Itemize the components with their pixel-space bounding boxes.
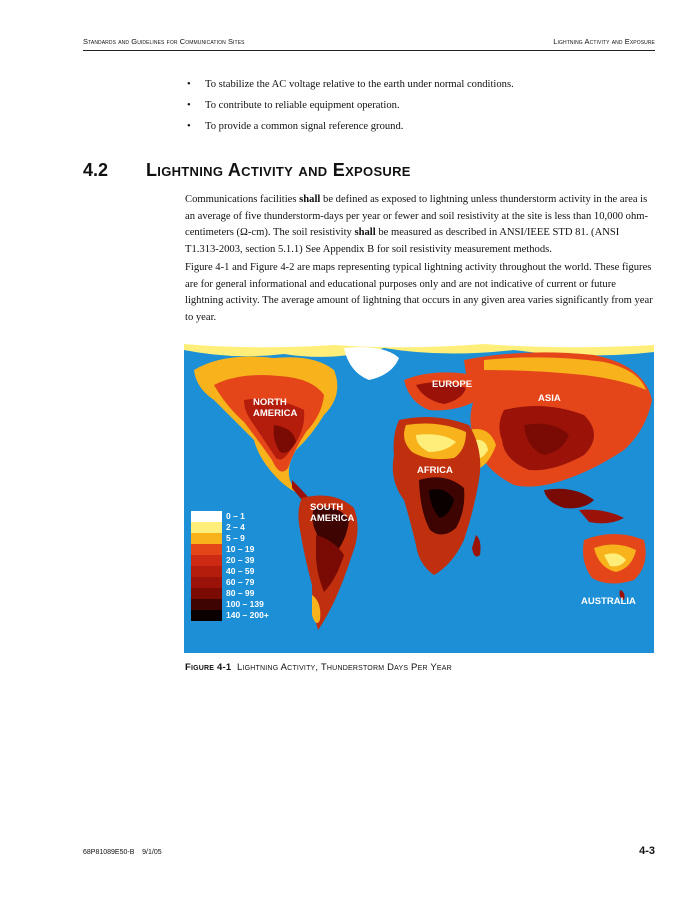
section-number: 4.2 — [83, 160, 109, 180]
bullet-item: • To provide a common signal reference ground. — [187, 121, 514, 142]
region-label-north-america: NORTH AMERICA — [253, 397, 298, 419]
legend-label: 40 – 59 — [226, 566, 255, 576]
legend-label: 10 – 19 — [226, 544, 255, 554]
legend-swatch — [191, 577, 222, 588]
region-label-africa: AFRICA — [417, 465, 453, 476]
region-label-australia: AUSTRALIA — [581, 596, 636, 607]
section-title: Lightning Activity and Exposure — [146, 160, 411, 180]
document-id: 68P81089E50-B 9/1/05 — [83, 849, 162, 856]
legend-swatch — [191, 511, 222, 522]
legend-swatch — [191, 610, 222, 621]
figure-caption: Figure 4-1 Lightning Activity, Thunderstorm Days Per Year — [185, 662, 452, 673]
legend-swatch — [191, 533, 222, 544]
legend-label: 2 – 4 — [226, 522, 245, 532]
legend-label: 20 – 39 — [226, 555, 255, 565]
legend-swatch — [191, 566, 222, 577]
region-label-south-america: SOUTH AMERICA — [310, 502, 355, 524]
running-header-left: Standards and Guidelines for Communication Sites — [83, 37, 245, 46]
legend-label: 60 – 79 — [226, 577, 255, 587]
paragraph-exposure-definition: Communications facilities shall be defined as exposed to lightning unless thunderstorm activity in the area is an average of five thunderstorm-days per year or fewer and soil resistivity at the site is less than 10,000 ohm-centimeters (Ω-cm). The soil resistivity shall be measured as described in ANSI/IEEE STD 81. (ANSI T1.313-2003, section 5.1.1) See Appendix B for soil resistivity measurement methods. — [185, 194, 649, 255]
running-header-right: Lightning Activity and Exposure — [553, 37, 655, 46]
region-label-asia: ASIA — [538, 393, 561, 404]
header-rule — [83, 50, 655, 51]
legend-swatch — [191, 588, 222, 599]
bullet-list — [187, 79, 514, 142]
legend-label: 140 – 200+ — [226, 610, 269, 620]
bullet-item: • To contribute to reliable equipment operation. — [187, 100, 514, 121]
page-number: 4-3 — [639, 845, 655, 857]
legend-label: 100 – 139 — [226, 599, 264, 609]
paragraph-maps-description: Figure 4-1 and Figure 4-2 are maps representing typical lightning activity throughout the world. These figures are for general informational and educational purposes only and are not indicative of current or future lightning activity. The average amount of lightning that occurs in any given area varies significantly from year to year. — [185, 262, 653, 323]
region-label-europe: EUROPE — [432, 379, 473, 390]
legend-swatch — [191, 555, 222, 566]
legend-swatch — [191, 522, 222, 533]
bullet-item: • To stabilize the AC voltage relative to the earth under normal conditions. — [187, 79, 514, 100]
legend-label: 80 – 99 — [226, 588, 255, 598]
lightning-world-map — [184, 340, 654, 653]
legend-label: 5 – 9 — [226, 533, 245, 543]
legend-swatch — [191, 599, 222, 610]
legend-swatch — [191, 544, 222, 555]
legend-label: 0 – 1 — [226, 511, 245, 521]
